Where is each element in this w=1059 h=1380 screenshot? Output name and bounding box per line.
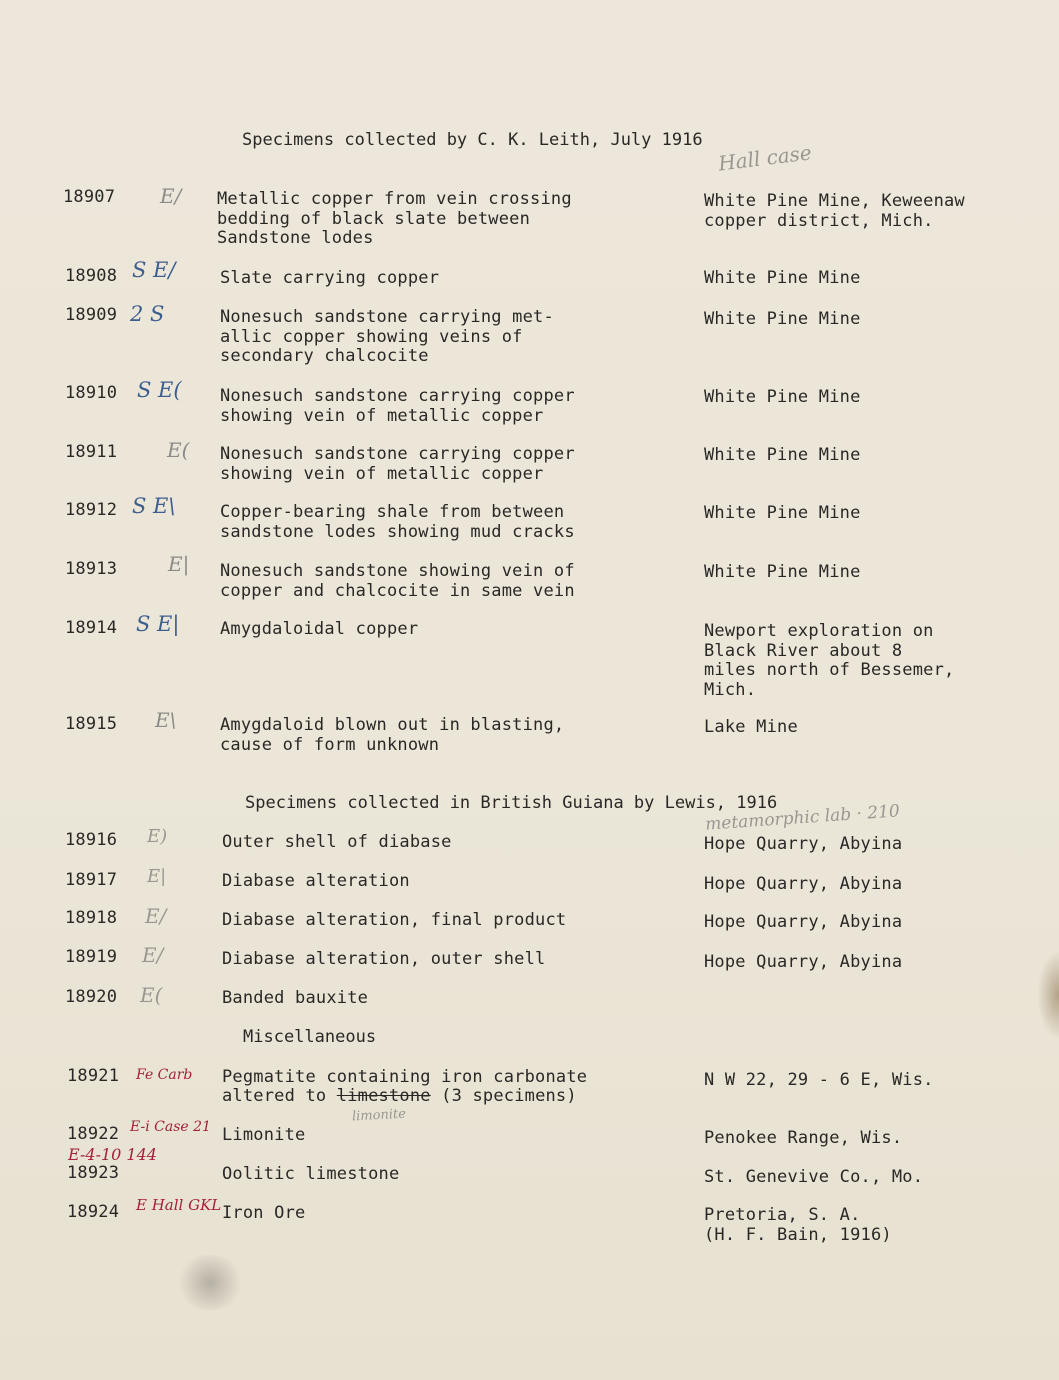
specimen-description: Amygdaloid blown out in blasting, cause of form unknown (220, 715, 565, 755)
specimen-description: Nonesuch sandstone carrying copper showing vein of metallic copper (220, 444, 575, 484)
specimen-number: 18923 (67, 1163, 120, 1183)
specimen-number: 18911 (65, 442, 118, 462)
specimen-location: Hope Quarry, Abyina (704, 952, 903, 972)
specimen-number: 18921 (67, 1066, 120, 1086)
specimen-location: Lake Mine (704, 717, 798, 737)
handwritten-mark: 2 S (130, 302, 165, 326)
specimen-description: Nonesuch sandstone showing vein of copper and chalcocite in same vein (220, 561, 575, 601)
specimen-description: Nonesuch sandstone carrying copper showing vein of metallic copper (220, 386, 575, 426)
specimen-location: N W 22, 29 - 6 E, Wis. (704, 1070, 934, 1090)
handwritten-mark: E| (147, 866, 167, 887)
specimen-location: White Pine Mine, Keweenaw copper district, Mich. (704, 191, 965, 231)
specimen-number: 18917 (65, 870, 118, 890)
specimen-number: 18918 (65, 908, 118, 928)
specimen-location: Newport exploration on Black River about 8 miles north of Bessemer, Mich. (704, 621, 955, 700)
specimen-number: 18916 (65, 830, 118, 850)
handwritten-mark: E( (167, 438, 190, 462)
specimen-description: Outer shell of diabase (222, 832, 452, 852)
specimen-description: Oolitic limestone (222, 1164, 400, 1184)
specimen-description: Diabase alteration, final product (222, 910, 567, 930)
pencil-correction: limonite (351, 1106, 407, 1125)
pencil-note-hall-case: Hall case (716, 140, 813, 176)
specimen-number: 18909 (65, 305, 118, 325)
specimen-description: Diabase alteration (222, 871, 410, 891)
handwritten-mark: S E/ (132, 258, 176, 282)
specimen-description: Banded bauxite (222, 988, 369, 1008)
section-heading-misc: Miscellaneous (243, 1027, 377, 1047)
specimen-number: 18910 (65, 383, 118, 403)
specimen-location: White Pine Mine (704, 445, 861, 465)
specimen-description: Copper-bearing shale from between sandstone lodes showing mud cracks (220, 502, 575, 542)
specimen-location: Hope Quarry, Abyina (704, 912, 903, 932)
handwritten-mark: S E| (136, 612, 180, 636)
specimen-location: White Pine Mine (704, 562, 861, 582)
handwritten-mark: E| (168, 552, 190, 576)
specimen-number: 18924 (67, 1202, 120, 1222)
pencil-note-metamorphic: metamorphic lab · 210 (704, 801, 901, 835)
specimen-description: Pegmatite containing iron carbonate (222, 1067, 588, 1087)
specimen-number: 18912 (65, 500, 118, 520)
specimen-location: Hope Quarry, Abyina (704, 834, 903, 854)
specimen-location: White Pine Mine (704, 268, 861, 288)
description-text: (3 specimens) (430, 1086, 577, 1106)
specimen-description: Metallic copper from vein crossing bedding of black slate between Sandstone lodes (217, 189, 572, 248)
specimen-description: Limonite (222, 1125, 306, 1145)
specimen-number: 18907 (63, 187, 116, 207)
section-heading-leith: Specimens collected by C. K. Leith, July 1916 (242, 130, 703, 150)
struck-word: limestone (336, 1086, 431, 1106)
handwritten-mark: E( (140, 983, 163, 1007)
handwritten-mark: E) (147, 826, 168, 847)
specimen-description-line2 (222, 1087, 577, 1107)
specimen-description: Nonesuch sandstone carrying met- allic copper showing veins of secondary chalcocite (220, 307, 554, 366)
description-text: altered to (222, 1086, 337, 1106)
handwritten-mark: Fe Carb (136, 1067, 193, 1083)
specimen-location: White Pine Mine (704, 503, 861, 523)
specimen-number: 18920 (65, 987, 118, 1007)
specimen-number: 18922 (67, 1124, 120, 1144)
handwritten-mark: S E( (137, 378, 182, 402)
handwritten-mark: E\ (155, 708, 177, 732)
section-heading-guiana: Specimens collected in British Guiana by Lewis, 1916 (245, 793, 778, 813)
handwritten-mark: E-i Case 21 (130, 1119, 211, 1135)
specimen-location: St. Genevive Co., Mo. (704, 1167, 924, 1187)
specimen-location: Pretoria, S. A. (H. F. Bain, 1916) (704, 1205, 892, 1245)
specimen-description: Diabase alteration, outer shell (222, 949, 546, 969)
handwritten-mark: E/ (160, 184, 182, 208)
handwritten-mark: E Hall GKL (136, 1196, 222, 1214)
specimen-location: Hope Quarry, Abyina (704, 874, 903, 894)
specimen-location: Penokee Range, Wis. (704, 1128, 903, 1148)
handwritten-mark: S E\ (132, 494, 176, 518)
specimen-description: Slate carrying copper (220, 268, 440, 288)
specimen-number: 18915 (65, 714, 118, 734)
specimen-location: White Pine Mine (704, 309, 861, 329)
handwritten-mark: E/ (142, 943, 164, 967)
specimen-location: White Pine Mine (704, 387, 861, 407)
specimen-number: 18914 (65, 618, 118, 638)
specimen-description: Amygdaloidal copper (220, 619, 419, 639)
specimen-number: 18908 (65, 266, 118, 286)
specimen-number: 18913 (65, 559, 118, 579)
handwritten-mark: E-4-10 144 (68, 1145, 157, 1164)
handwritten-mark: E/ (145, 904, 167, 928)
specimen-number: 18919 (65, 947, 118, 967)
specimen-description: Iron Ore (222, 1203, 306, 1223)
paper-smudge (175, 1255, 245, 1310)
paper-edge-stain (1037, 950, 1059, 1040)
